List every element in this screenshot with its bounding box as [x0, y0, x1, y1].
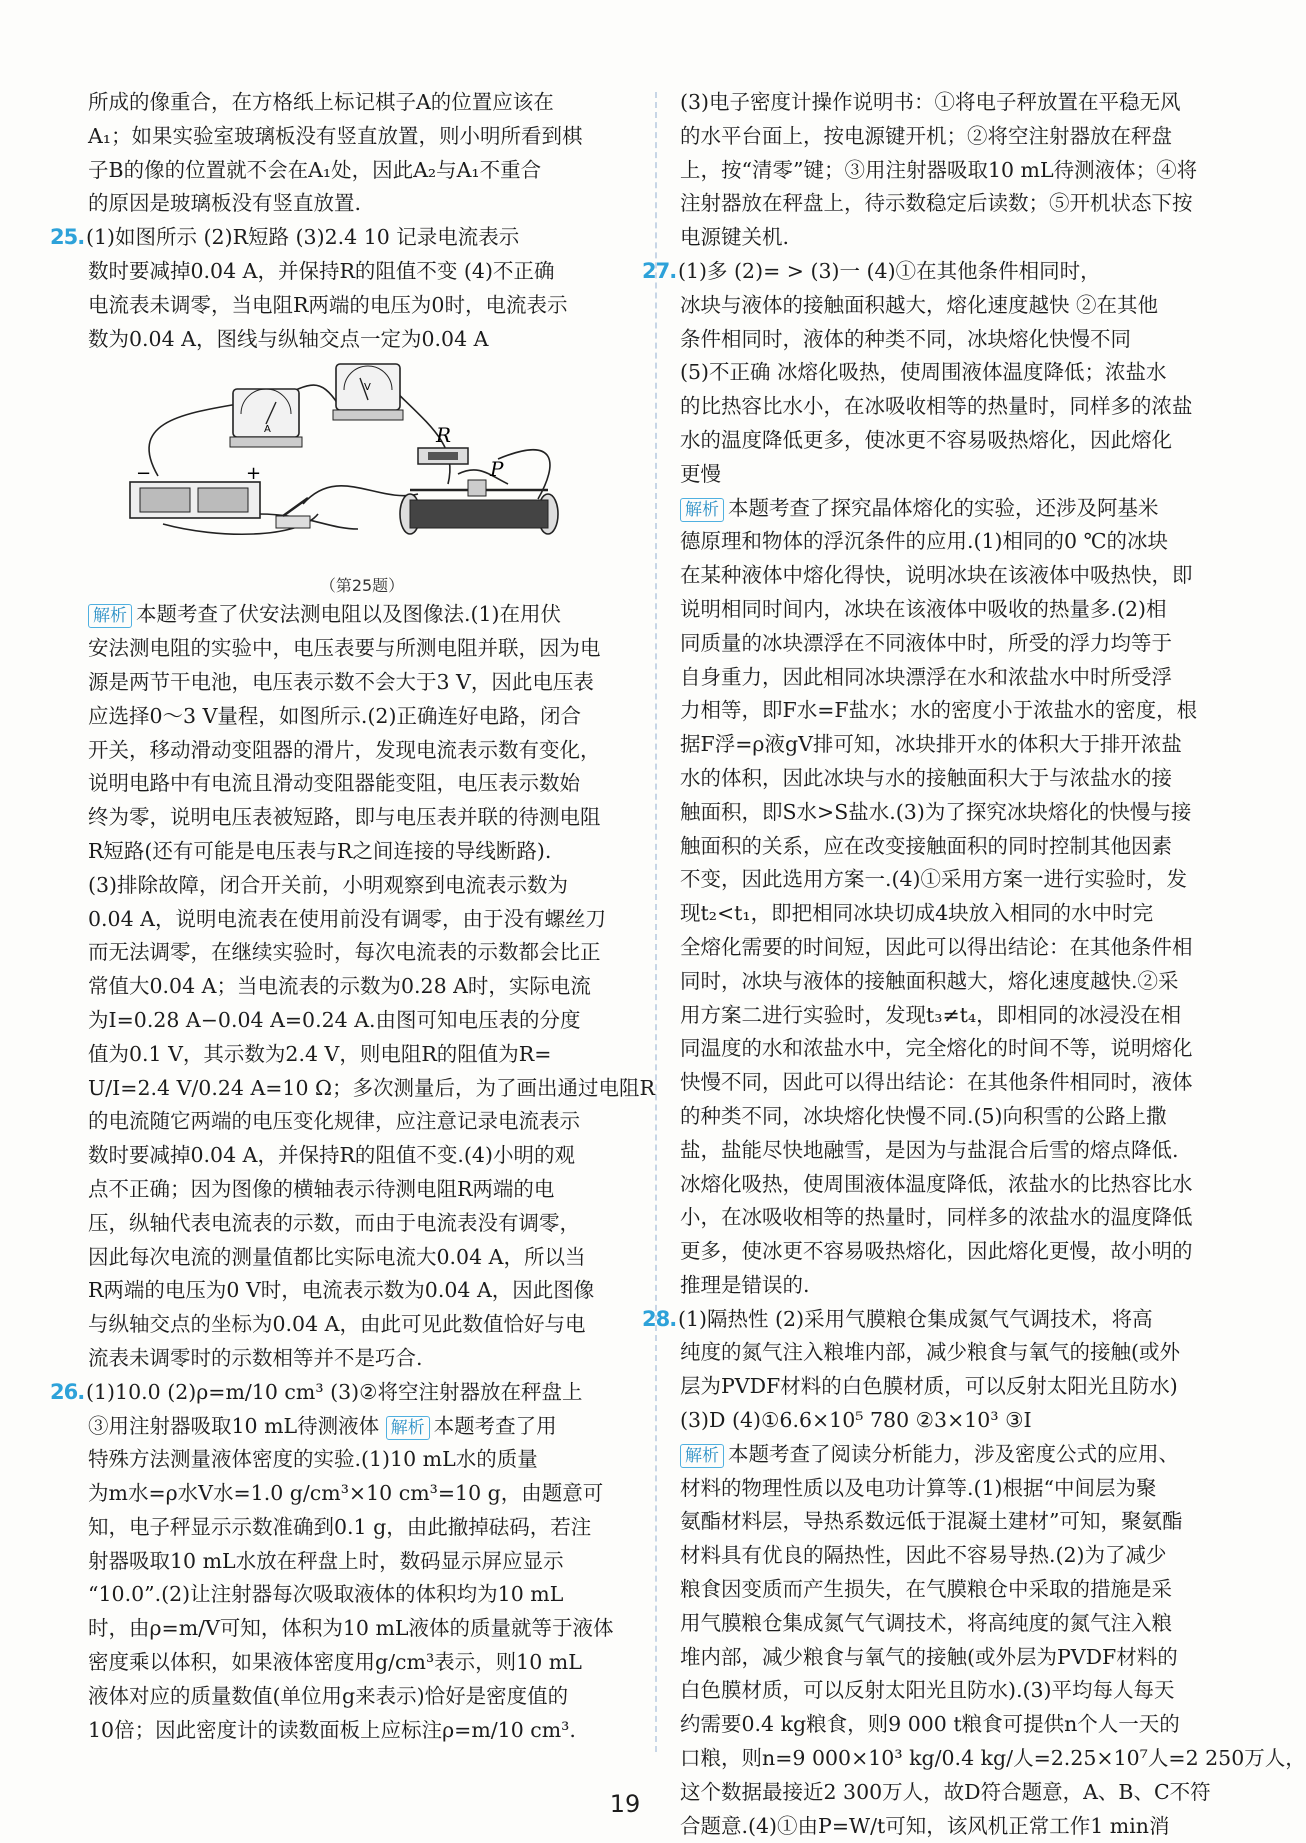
q25-first-line	[50, 221, 636, 255]
slider-label: P	[490, 457, 504, 482]
page-number: 19	[609, 1790, 641, 1818]
q27-analysis-line: 同温度的水和浓盐水中，完全熔化的时间不等，说明熔化	[680, 1036, 1193, 1061]
q26-analysis-line: 10倍；因此密度计的读数面板上应标注ρ=m/10 cm³.	[88, 1717, 576, 1742]
circuit-diagram	[118, 364, 588, 546]
q25-analysis-line: 说明电路中有电流且滑动变阻器能变阻，电压表示数始	[88, 771, 580, 796]
q27-analysis-line: 德原理和物体的浮沉条件的应用.(1)相同的0 ℃的冰块	[680, 529, 1169, 554]
resistor-icon	[418, 448, 468, 464]
q25-analysis-line: 源是两节干电池，电压表示数不会大于3 V，因此电压表	[88, 669, 594, 694]
analysis-first-line	[680, 1438, 1245, 1472]
figure-caption: （第25题）	[319, 576, 405, 596]
q27-analysis-line: 用方案二进行实验时，发现t₃≠t₄，即相同的冰浸没在相	[680, 1002, 1182, 1027]
analysis-text: 本题考查了伏安法测电阻以及图像法.(1)在用伏	[136, 602, 562, 627]
q27-analysis-line: 盐，盐能尽快地融雪，是因为与盐混合后雪的熔点降低.	[680, 1137, 1179, 1162]
battery-minus-label: −	[136, 463, 152, 485]
answer-text: (1)10.0 (2)ρ=m/10 cm³ (3)②将空注射器放在秤盘上	[86, 1379, 583, 1404]
q26-first-line	[50, 1376, 636, 1410]
q28-analysis-line: 约需要0.4 kg粮食，则9 000 t粮食可提供n个人一天的	[680, 1712, 1180, 1737]
q27-analysis-line: 在某种液体中熔化得快，说明冰块在该液体中吸热快，即	[680, 563, 1193, 588]
right-column	[642, 86, 1306, 1843]
answer-text: (1)如图所示 (2)R短路 (3)2.4 10 记录电流表示	[86, 225, 520, 250]
q28-first-line	[642, 1303, 1245, 1337]
q28-analysis-line: 口粮，则n=9 000×10³ kg/0.4 kg/人=2.25×10⁷人=2 250万人，	[680, 1746, 1306, 1771]
q25-number: 25.	[50, 225, 85, 250]
q26-continued-line: 上，按“清零”键；③用注射器吸取10 mL待测液体；④将	[680, 157, 1198, 182]
q26-analysis-line: 知，电子秤显示示数准确到0.1 g，由此撤掉砝码，若注	[88, 1514, 592, 1539]
analysis-tag: 解析	[386, 1416, 430, 1440]
q28-analysis-line: 材料的物理性质以及电功计算等.(1)根据“中间层为聚	[680, 1475, 1157, 1500]
q25-analysis-line: 0.04 A，说明电流表在使用前没有调零，由于没有螺丝刀	[88, 906, 606, 931]
q25-analysis-line: 常值大0.04 A；当电流表的示数为0.28 A时，实际电流	[88, 974, 591, 999]
q25-analysis-line: 与纵轴交点的坐标为0.04 A，由此可见此数值恰好与电	[88, 1312, 586, 1337]
q25-analysis-line: 因此每次电流的测量值都比实际电流大0.04 A，所以当	[88, 1244, 586, 1269]
q27-answer-line: 水的温度降低更多，使冰更不容易吸热熔化，因此熔化	[680, 427, 1172, 452]
q25-analysis-line: R短路(还有可能是电压表与R之间连接的导线断路).	[88, 838, 552, 863]
analysis-text: 本题考查了阅读分析能力，涉及密度公式的应用、	[728, 1441, 1179, 1466]
q26-continued-line: 的水平台面上，按电源键开机；②将空注射器放在秤盘	[680, 123, 1172, 148]
q28-analysis-line: 粮食因变质而产生损失，在气膜粮仓中采取的措施是采	[680, 1577, 1172, 1602]
q27-analysis-line: 触面积，即S水>S盐水.(3)为了探究冰块熔化的快慢与接	[680, 799, 1192, 824]
q28-answer-line: (3)D (4)①6.6×10⁵ 780 ②3×10³ ③Ⅰ	[680, 1408, 1032, 1433]
q25-analysis-line: 数时要减掉0.04 A，并保持R的阻值不变.(4)小明的观	[88, 1143, 575, 1168]
circuit-figure	[88, 356, 636, 574]
q26-analysis-line: “10.0”.(2)让注射器每次吸取液体的体积均为10 mL	[88, 1582, 564, 1607]
answer-text: (1)隔热性 (2)采用气膜粮仓集成氮气气调技术，将高	[678, 1306, 1153, 1331]
q27-answer-line: 更慢	[680, 461, 721, 486]
q25-analysis-line: 值为0.1 V，其示数为2.4 V，则电阻R的阻值为R=	[88, 1041, 552, 1066]
q26-analysis-line: 时，由ρ=m/V可知，体积为10 mL液体的质量就等于液体	[88, 1616, 614, 1641]
intro-line: 所成的像重合，在方格纸上标记棋子A的位置应该在	[88, 90, 554, 114]
q27-analysis-line: 的种类不同，冰块熔化快慢不同.(5)向积雪的公路上撒	[680, 1103, 1167, 1128]
q25-answer-line: 数时要减掉0.04 A，并保持R的阻值不变 (4)不正确	[88, 258, 555, 283]
q25-answer-line: 数为0.04 A，图线与纵轴交点一定为0.04 A	[88, 326, 489, 351]
q25-analysis-line: 安法测电阻的实验中，电压表要与所测电阻并联，因为电	[88, 636, 601, 661]
q25-analysis-line: 流表未调零时的示数相等并不是巧合.	[88, 1345, 423, 1370]
analysis-tag: 解析	[680, 498, 724, 522]
q26-analysis-line: 为m水=ρ水V水=1.0 g/cm³×10 cm³=10 g，由题意可	[88, 1481, 604, 1506]
battery-plus-label: +	[246, 463, 262, 485]
q28-answer-line: 纯度的氮气注入粮堆内部，减少粮食与氧气的接触(或外	[680, 1340, 1180, 1365]
q27-analysis-line: 小，在冰吸收相等的热量时，同样多的浓盐水的温度降低	[680, 1205, 1193, 1230]
q27-number: 27.	[642, 258, 677, 283]
intro-line: 的原因是玻璃板没有竖直放置.	[88, 191, 362, 216]
q28-analysis-line: 堆内部，减少粮食与氧气的接触(或外层为PVDF材料的	[680, 1644, 1178, 1669]
q26-analysis-line: 射器吸取10 mL水放在秤盘上时，数码显示屏应显示	[88, 1548, 564, 1573]
intro-line: A₁；如果实验室玻璃板没有竖直放置，则小明所看到棋	[88, 123, 583, 148]
q26-analysis-line: 密度乘以体积，如果液体密度用g/cm³表示，则10 mL	[88, 1650, 582, 1675]
q27-analysis-line: 同时，冰块与液体的接触面积越大，熔化速度越快.②采	[680, 968, 1179, 993]
q25-analysis-line: 点不正确；因为图像的横轴表示待测电阻R两端的电	[88, 1176, 555, 1201]
resistor-label: R	[436, 423, 452, 448]
ammeter-icon	[230, 389, 302, 447]
q25-analysis-line: 应选择0～3 V量程，如图所示.(2)正确连好电路，闭合	[88, 703, 581, 728]
q28-number: 28.	[642, 1306, 677, 1331]
q28-analysis-line: 用气膜粮仓集成氮气气调技术，将高纯度的氮气注入粮	[680, 1610, 1172, 1635]
q25-analysis-line: R两端的电压为0 V时，电流表示数为0.04 A，因此图像	[88, 1278, 595, 1303]
q26-analysis-line: 特殊方法测量液体密度的实验.(1)10 mL水的质量	[88, 1447, 538, 1472]
column-divider	[655, 92, 657, 1752]
analysis-first-line	[88, 598, 636, 632]
q27-analysis-line: 全熔化需要的时间短，因此可以得出结论：在其他条件相	[680, 934, 1193, 959]
q27-analysis-line: 快慢不同，因此可以得出结论：在其他条件相同时，液体	[680, 1070, 1193, 1095]
q27-analysis-line: 自身重力，因此相同冰块漂浮在水和浓盐水中时所受浮	[680, 664, 1172, 689]
q27-answer-line: (5)不正确 冰熔化吸热，使周围液体温度降低；浓盐水	[680, 360, 1167, 385]
q25-analysis-line: 终为零，说明电压表被短路，即与电压表并联的待测电阻	[88, 805, 601, 830]
q27-answer-line: 条件相同时，液体的种类不同，冰块熔化快慢不同	[680, 326, 1131, 351]
analysis-text: 本题考查了探究晶体熔化的实验，还涉及阿基米	[728, 495, 1159, 520]
q26-continued-line: (3)电子密度计操作说明书：①将电子秤放置在平稳无风	[680, 90, 1181, 114]
q27-analysis-line: 说明相同时间内，冰块在该液体中吸收的热量多.(2)相	[680, 596, 1167, 621]
q27-analysis-line: 现t₂<t₁，即把相同冰块切成4块放入相同的水中时完	[680, 901, 1154, 926]
analysis-tag: 解析	[88, 604, 132, 628]
intro-line: 子B的像的位置就不会在A₁处，因此A₂与A₁不重合	[88, 157, 542, 182]
ammeter-label: A	[264, 424, 271, 436]
analysis-text: 本题考查了用	[433, 1413, 557, 1438]
analysis-tag: 解析	[680, 1444, 724, 1468]
q26-continued-line: 电源键关机.	[680, 225, 790, 250]
q27-analysis-line: 更多，使冰更不容易吸热熔化，因此熔化更慢，故小明的	[680, 1239, 1193, 1264]
q25-analysis-line: 开关，移动滑动变阻器的滑片，发现电流表示数有变化，	[88, 737, 601, 762]
q28-analysis-line: 氨酯材料层，导热系数远低于混凝土建材”可知，聚氨酯	[680, 1509, 1183, 1534]
q27-analysis-line: 推理是错误的.	[680, 1272, 810, 1297]
q26-analysis-line: 液体对应的质量数值(单位用g来表示)恰好是密度值的	[88, 1683, 569, 1708]
battery-icon	[130, 482, 260, 518]
q27-analysis-line: 同质量的冰块漂浮在不同液体中时，所受的浮力均等于	[680, 630, 1172, 655]
q25-analysis-line: 而无法调零，在继续实验时，每次电流表的示数都会比正	[88, 940, 601, 965]
q27-analysis-line: 水的体积，因此冰块与水的接触面积大于与浓盐水的接	[680, 765, 1172, 790]
q28-analysis-line: 材料具有优良的隔热性，因此不容易导热.(2)为了减少	[680, 1543, 1167, 1568]
q28-answer-line: 层为PVDF材料的白色膜材质，可以反射太阳光且防水)	[680, 1374, 1178, 1399]
answer-text: (1)多 (2)= > (3)一 (4)①在其他条件相同时，	[678, 258, 1101, 283]
q27-analysis-line: 据F浮=ρ液gV排可知，冰块排开水的体积大于排开浓盐	[680, 732, 1182, 757]
q27-answer-line: 冰块与液体的接触面积越大，熔化速度越快 ②在其他	[680, 292, 1159, 317]
left-column	[50, 86, 655, 1747]
q25-analysis-line: 为I=0.28 A−0.04 A=0.24 A.由图可知电压表的分度	[88, 1007, 581, 1032]
answer-text: ③用注射器吸取10 mL待测液体	[88, 1413, 380, 1438]
voltmeter-label: V	[364, 382, 371, 394]
q28-analysis-line: 这个数据最接近2 300万人，故D符合题意，A、B、C不符	[680, 1779, 1211, 1804]
q26-number: 26.	[50, 1379, 85, 1404]
q27-analysis-line: 触面积的关系，应在改变接触面积的同时控制其他因素	[680, 833, 1172, 858]
q25-analysis-line: 压，纵轴代表电流表的示数，而由于电流表没有调零，	[88, 1210, 580, 1235]
q28-analysis-line: 白色膜材质，可以反射太阳光且防水).(3)平均每人每天	[680, 1678, 1175, 1703]
rheostat-icon	[400, 480, 558, 534]
q26-continued-line: 注射器放在秤盘上，待示数稳定后读数；⑤开机状态下按	[680, 191, 1193, 216]
q27-analysis-line: 冰熔化吸热，使周围液体温度降低，浓盐水的比热容比水	[680, 1171, 1193, 1196]
q28-analysis-line: 合题意.(4)①由P=W/t可知，该风机正常工作1 min消	[680, 1813, 1170, 1838]
q25-analysis-line: (3)排除故障，闭合开关前，小明观察到电流表示数为	[88, 872, 569, 897]
q27-analysis-line: 不变，因此选用方案一.(4)①采用方案一进行实验时，发	[680, 867, 1188, 892]
q25-answer-line: 电流表未调零，当电阻R两端的电压为0时，电流表示	[88, 292, 568, 317]
q25-analysis-line: 的电流随它两端的电压变化规律，应注意记录电流表示	[88, 1109, 580, 1134]
analysis-first-line	[680, 492, 1245, 526]
analysis-first-line	[88, 1410, 636, 1444]
q27-analysis-line: 力相等，即F水=F盐水；水的密度小于浓盐水的密度，根	[680, 698, 1198, 723]
q27-answer-line: 的比热容比水小，在冰吸收相等的热量时，同样多的浓盐	[680, 394, 1193, 419]
q25-analysis-line: U/I=2.4 V/0.24 A=10 Ω；多次测量后，为了画出通过电阻R	[88, 1075, 655, 1100]
q27-first-line	[642, 255, 1245, 289]
